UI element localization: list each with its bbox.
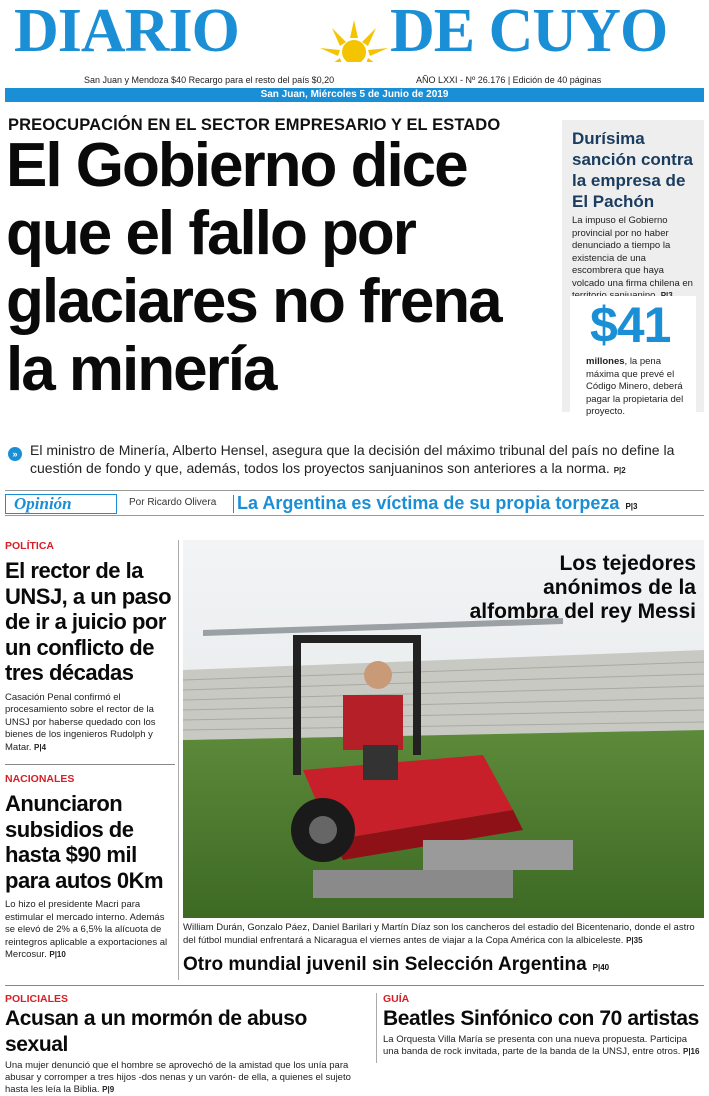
photo-caption xyxy=(183,922,704,947)
fine-amount: $41 xyxy=(590,297,671,353)
price-info: San Juan y Mendoza $40 Recargo para el resto del país $0,20 xyxy=(84,75,335,85)
divider xyxy=(233,495,234,513)
policiales-text xyxy=(5,1060,370,1096)
policiales-body: Una mujer denunció que el hombre se aprovechó de la amistad que los unía para abusar y corromper a tres hijos -dos nenas y un varón- de ella, a quienes el sujeto hasta les leía la Biblia. xyxy=(5,1060,351,1095)
page-ref: P|35 xyxy=(626,935,643,945)
guia-title[interactable]: Beatles Sinfónico con 70 artistas xyxy=(383,1007,699,1030)
left-column xyxy=(5,540,175,962)
page-ref: P|10 xyxy=(49,950,66,959)
sun-logo-icon xyxy=(318,18,390,74)
side-story-text xyxy=(572,215,698,303)
double-chevron-right-icon: » xyxy=(8,447,22,461)
guia-story xyxy=(383,993,704,1058)
opinion-title[interactable] xyxy=(237,493,637,514)
divider xyxy=(178,540,179,980)
opinion-tag: Opinión xyxy=(5,494,117,514)
divider xyxy=(376,993,377,1063)
nacionales-body: Lo hizo el presidente Macri para estimular el mercado interno. Además se elevó de 2% a 6,5% la alícuota de reintegros aplicable a exportaciones al Mercosur. xyxy=(5,899,168,960)
opinion-bar xyxy=(5,490,704,516)
guia-body: La Orquesta Villa María se presenta con una nueva propuesta. Participa una banda de rock invitada, parte de la banda de la UNSJ, entre otros. xyxy=(383,1034,688,1057)
photo-story-title[interactable]: Los tejedores anónimos de la alfombra del rey Messi xyxy=(469,552,696,623)
main-lead xyxy=(30,441,700,480)
fine-amount-text xyxy=(586,356,692,419)
divider xyxy=(5,764,175,765)
secondary-headline[interactable] xyxy=(183,954,609,976)
policiales-title[interactable]: Acusan a un mormón de abuso sexual xyxy=(5,1007,307,1056)
main-lead-body: El ministro de Minería, Alberto Hensel, asegura que la decisión del máximo tribunal del país no define la cuestión de fondo y que, además, todos los proyectos sanjuaninos son anteriores a la norma. xyxy=(30,442,675,476)
section-label-politica: POLÍTICA xyxy=(5,540,54,552)
page-ref: P|40 xyxy=(592,963,610,972)
photo-caption-body: William Durán, Gonzalo Páez, Daniel Barilari y Martín Díaz son los cancheros del estadio del Bicentenario, donde el astro del fútbol mundial enfrentará a Nicaragua el viernes antes de viajar a la Copa América con la albiceleste. xyxy=(183,922,695,946)
side-story-title[interactable]: Durísima sanción contra la empresa de El Pachón xyxy=(572,129,693,211)
page-ref: P|9 xyxy=(102,1085,115,1094)
section-label-nacionales: NACIONALES xyxy=(5,773,75,785)
newspaper-title-left[interactable]: DIARIO xyxy=(14,0,239,65)
page-ref: P|3 xyxy=(625,502,638,511)
politica-body: Casación Penal confirmó el procesamiento sobre el rector de la UNSJ por haberse quedado con los bienes de los ingenieros Rudolph y Matar. xyxy=(5,691,156,753)
masthead xyxy=(0,0,709,92)
main-headline[interactable]: El Gobierno dice que el fallo por glaciares no frena la minería xyxy=(6,131,501,404)
guia-text xyxy=(383,1034,704,1058)
nacionales-title[interactable]: Anunciaron subsidios de hasta $90 mil para autos 0Km xyxy=(5,791,164,893)
politica-text xyxy=(5,692,175,755)
policiales-story xyxy=(5,993,370,1096)
page-ref: P|4 xyxy=(34,742,47,752)
fine-amount-unit: millones xyxy=(586,356,625,367)
section-label-guia: GUÍA xyxy=(383,993,410,1005)
fine-amount-desc: , la pena máxima que prevé el Código Minero, deberá pagar la propietaria del proyecto. xyxy=(586,356,684,417)
stadium-photo[interactable] xyxy=(183,540,704,918)
main-kicker: PREOCUPACIÓN EN EL SECTOR EMPRESARIO Y EL ESTADO xyxy=(8,116,501,134)
opinion-author: Por Ricardo Olivera xyxy=(129,497,217,508)
secondary-headline-text[interactable]: Otro mundial juvenil sin Selección Argentina xyxy=(183,954,587,975)
side-story-body: La impuso el Gobierno provincial por no haber denunciado a tiempo la existencia de una escombrera que haya volcado una firma chilena en xyxy=(572,215,693,289)
fine-amount-box xyxy=(570,296,696,416)
dateline: San Juan, Miércoles 5 de Junio de 2019 xyxy=(5,88,704,102)
page-ref: P|16 xyxy=(682,1047,700,1056)
politica-title[interactable]: El rector de la UNSJ, a un paso de ir a juicio por un conflicto de tres décadas xyxy=(5,558,172,685)
divider xyxy=(5,985,704,986)
newspaper-title-right[interactable]: DE CUYO xyxy=(390,0,668,65)
opinion-title-text[interactable]: La Argentina es víctima de su propia torpeza xyxy=(237,493,620,513)
edition-info: AÑO LXXI - Nº 26.176 | Edición de 40 páginas xyxy=(416,75,602,85)
page-ref: P|2 xyxy=(613,466,626,475)
nacionales-text xyxy=(5,899,175,962)
side-story-box xyxy=(562,120,704,417)
section-label-policiales: POLICIALES xyxy=(5,993,69,1005)
